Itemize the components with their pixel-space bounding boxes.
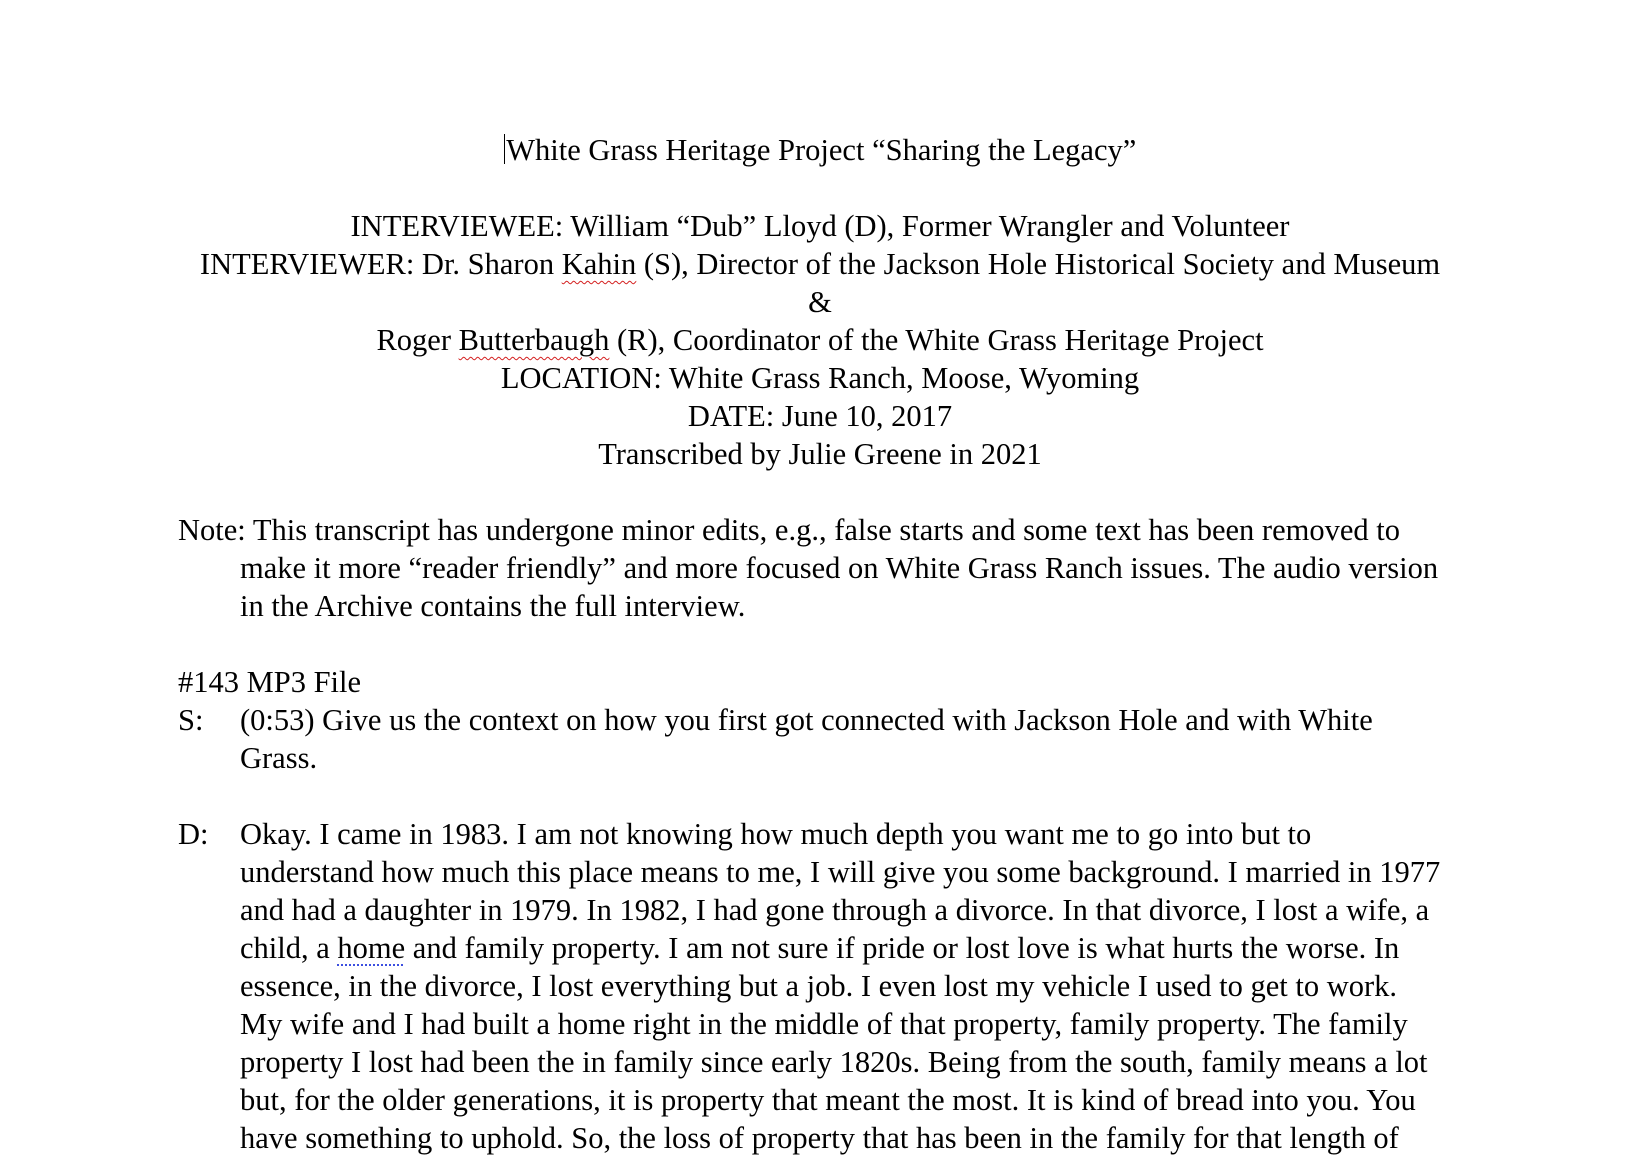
title-text: White Grass Heritage Project “Sharing the Legacy” [506, 133, 1137, 167]
coordinator-line [0, 321, 1640, 359]
file-label: #143 MP3 File [178, 665, 362, 699]
d-line-9: have something to uphold. So, the loss of property that has been in the family for that length of [240, 1121, 1399, 1155]
d-line-2: understand how much this place means to me, I will give you some background. I married in 1977 [240, 855, 1441, 889]
ampersand-line: & [808, 285, 832, 319]
s-line-1: (0:53) Give us the context on how you first got connected with Jackson Hole and with White [240, 703, 1373, 737]
interviewer-line [0, 245, 1640, 283]
d-line-5: essence, in the divorce, I lost everything but a job. I even lost my vehicle I used to get to work. [240, 969, 1398, 1003]
d-line-7: property I lost had been the in family since early 1820s. Being from the south, family means a lot [240, 1045, 1428, 1079]
d-line-4-prefix: child, a [240, 931, 338, 965]
note-line-2: make it more “reader friendly” and more focused on White Grass Ranch issues. The audio version [240, 551, 1439, 585]
note-line-3: in the Archive contains the full interview. [240, 589, 746, 623]
coordinator-prefix: Roger [376, 323, 459, 357]
speaker-label-s: S: [178, 703, 204, 737]
grammar-flag-home[interactable]: home [337, 931, 406, 965]
location-line: LOCATION: White Grass Ranch, Moose, Wyoming [500, 361, 1140, 395]
d-line-4-suffix: and family property. I am not sure if pride or lost love is what hurts the worse. In [405, 931, 1400, 965]
s-line-2: Grass. [240, 741, 318, 775]
speaker-label-d: D: [178, 817, 209, 851]
date-line: DATE: June 10, 2017 [687, 399, 953, 433]
transcribed-line: Transcribed by Julie Greene in 2021 [598, 437, 1042, 471]
interviewee-line: INTERVIEWEE: William “Dub” Lloyd (D), Former Wrangler and Volunteer [350, 209, 1290, 243]
interviewer-prefix: INTERVIEWER: Dr. Sharon [199, 247, 562, 281]
text-cursor [504, 134, 506, 164]
interviewer-suffix: (S), Director of the Jackson Hole Historical Society and Museum [636, 247, 1441, 281]
d-line-3: and had a daughter in 1979. In 1982, I had gone through a divorce. In that divorce, I lost a wife, a [240, 893, 1430, 927]
spelling-flag-kahin[interactable]: Kahin [561, 247, 637, 281]
coordinator-suffix: (R), Coordinator of the White Grass Heritage Project [609, 323, 1264, 357]
note-line-1: Note: This transcript has undergone minor edits, e.g., false starts and some text has been removed to [178, 513, 1400, 547]
d-line-6: My wife and I had built a home right in the middle of that property, family property. The family [240, 1007, 1408, 1041]
spelling-flag-butterbaugh[interactable]: Butterbaugh [458, 323, 610, 357]
d-line-4 [240, 929, 1399, 967]
document-title [0, 131, 1640, 169]
d-line-1: Okay. I came in 1983. I am not knowing how much depth you want me to go into but to [240, 817, 1312, 851]
d-line-8: but, for the older generations, it is property that meant the most. It is kind of bread into you. You [240, 1083, 1416, 1117]
